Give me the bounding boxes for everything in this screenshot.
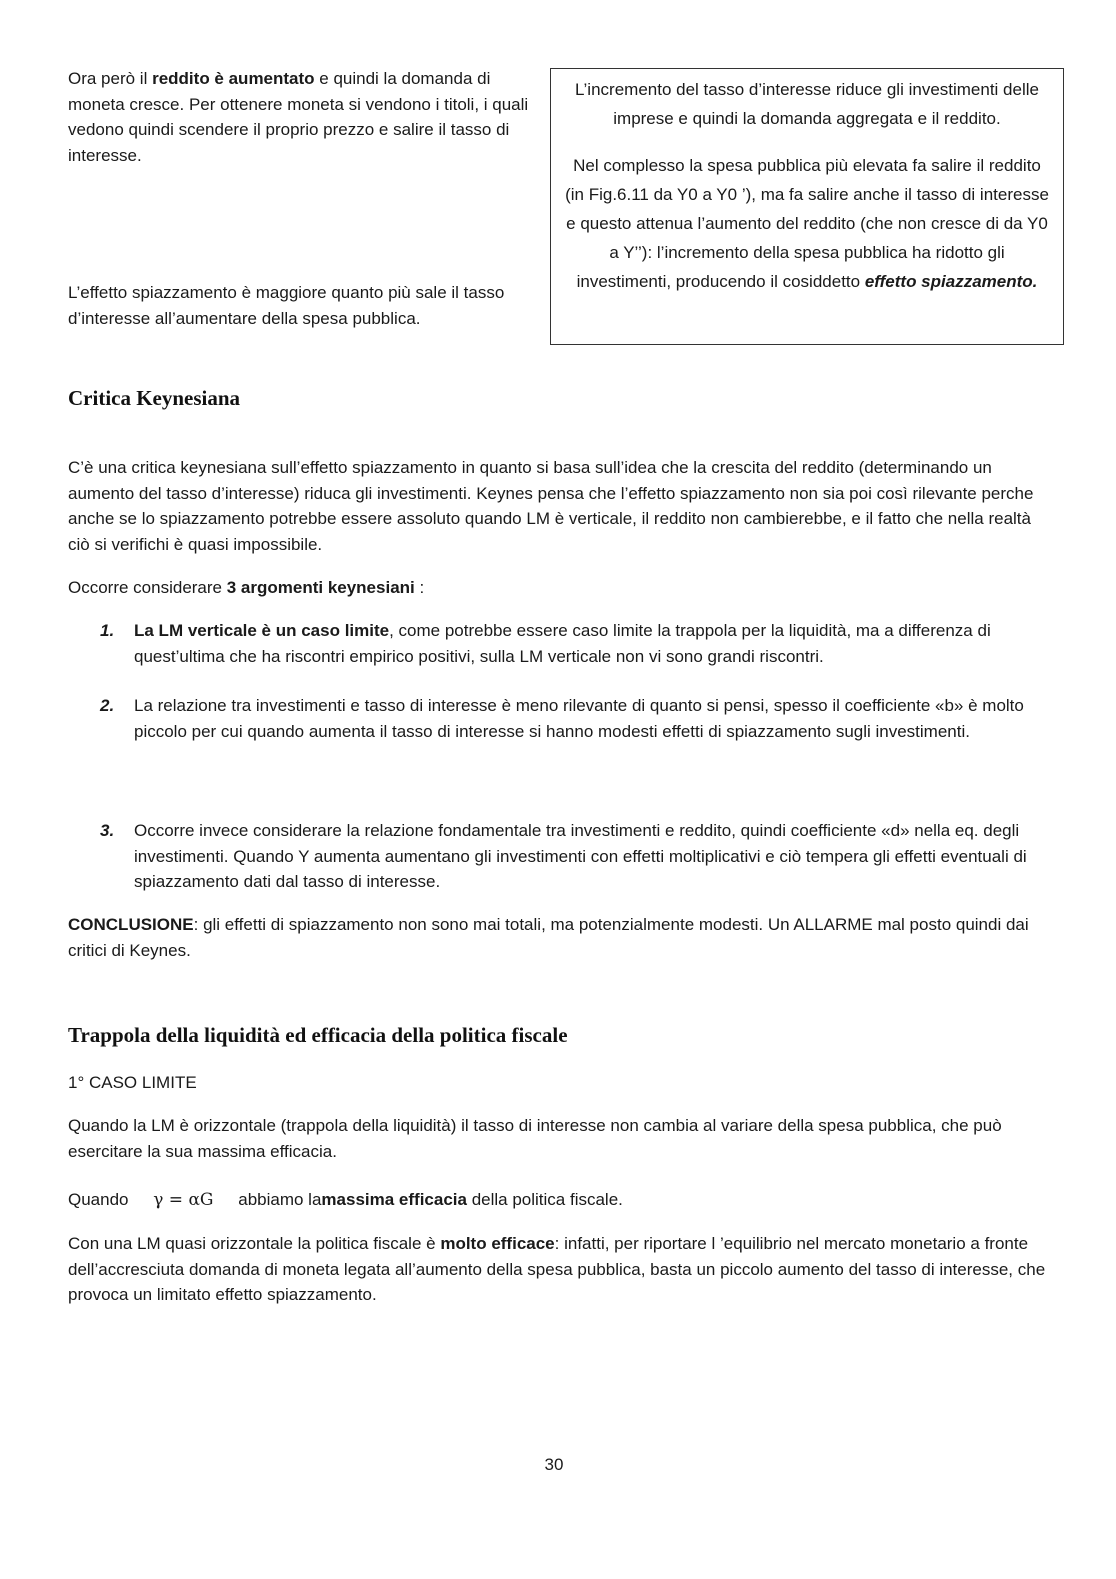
left-para-1: Ora però il reddito è aumentato e quindi la domanda di moneta cresce. Per ottenere moneta si vendono i titoli, i quali vedono quindi scendere il proprio prezzo e salire il tasso di interesse. bbox=[68, 69, 529, 165]
critica-para-1: C’è una critica keynesiana sull’effetto spiazzamento in quanto si basa sull’idea che la crescita del reddito (determinando un aumento del tasso d’interesse) riduca gli investimenti. Keynes pensa che l’effetto spiazzamento non sia poi così rilevante perche anche se lo spiazzamento potrebbe essere assoluto quando LM è verticale, il reddito non cambierebbe, e il fatto che nella realtà ciò si verifichi è quasi impossibile. bbox=[68, 458, 1034, 554]
caso-limite-label: 1° CASO LIMITE bbox=[68, 1073, 197, 1092]
formula: γ = αG bbox=[153, 1190, 214, 1210]
box-para-1: L’incremento del tasso d’interesse riduce gli investimenti delle imprese e quindi la domanda aggregata e il reddito. bbox=[575, 80, 1039, 128]
box-emphasis: effetto spiazzamento. bbox=[864, 272, 1038, 291]
page-number: 30 bbox=[544, 1455, 564, 1474]
box-para-2: Nel complesso la spesa pubblica più elevata fa salire il reddito (in Fig.6.11 da Y0 a Y0 ’), ma fa salire anche il tasso di interesse e questo attenua l’aumento del reddito (che non cresce di da Y0 a Y’’): l’incremento della spesa pubblica ha ridotto gli investimenti, producendo il cosiddetto effetto spiazzamento. bbox=[565, 156, 1049, 291]
left-column bbox=[68, 66, 538, 331]
conclusion: CONCLUSIONE: gli effetti di spiazzamento non sono mai totali, ma potenzialmente modesti. Un ALLARME mal posto quindi dai critici di Keynes. bbox=[68, 915, 1029, 960]
formula-line: Quando γ = αG abbiamo lamassima efficacia della politica fiscale. bbox=[68, 1187, 1048, 1214]
critica-intro: Occorre considerare 3 argomenti keynesiani : bbox=[68, 578, 425, 597]
list-item-2: 2. La relazione tra investimenti e tasso di interesse è meno rilevante di quanto si pensi, spesso il coefficiente «b» è molto piccolo per cui quando aumenta il tasso di interesse si hanno modesti effetti di spiazzamento sugli investimenti. bbox=[100, 696, 1024, 741]
section-heading-critica: Critica Keynesiana bbox=[68, 386, 241, 410]
left-para-2: L’effetto spiazzamento è maggiore quanto più sale il tasso d’interesse all’aumentare della spesa pubblica. bbox=[68, 283, 505, 328]
list-item-3: 3. Occorre invece considerare la relazione fondamentale tra investimenti e reddito, quindi coefficiente «d» nella eq. degli investimenti. Quando Y aumenta aumentano gli investimenti con effetti moltiplicativi e ciò tempera gli effetti eventuali di spiazzamento dati dal tasso di interesse. bbox=[100, 821, 1027, 891]
trappola-para-1: Quando la LM è orizzontale (trappola della liquidità) il tasso di interesse non cambia al variare della spesa pubblica, che può esercitare la sua massima efficacia. bbox=[68, 1116, 1002, 1161]
trappola-para-3: Con una LM quasi orizzontale la politica fiscale è molto efficace: infatti, per riportare l ’equilibrio nel mercato monetario a fronte dell’accresciuta domanda di moneta legata all’aumento della spesa pubblica, basta un piccolo aumento del tasso di interesse, che provoca un limitato effetto spiazzamento. bbox=[68, 1234, 1046, 1304]
note-box bbox=[550, 68, 1064, 345]
list-item-1: 1. La LM verticale è un caso limite, come potrebbe essere caso limite la trappola per la liquidità, ma a differenza di quest’ultima che ha riscontri empirico positivi, sulla LM verticale non vi sono grandi riscontri. bbox=[100, 621, 991, 666]
section-heading-trappola: Trappola della liquidità ed efficacia della politica fiscale bbox=[68, 1023, 568, 1047]
